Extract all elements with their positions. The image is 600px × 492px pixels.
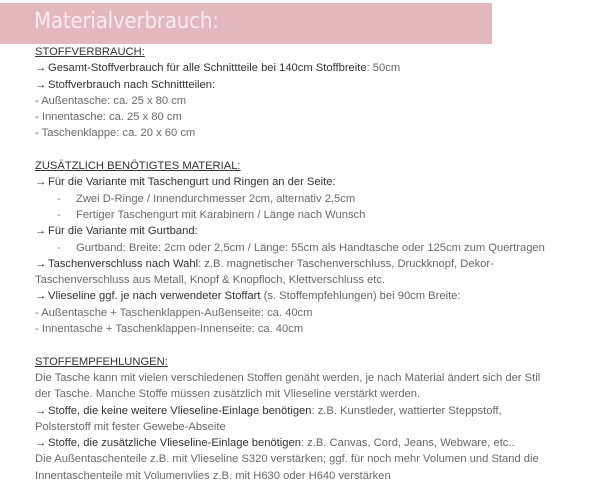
- page-title: Materialverbrauch:: [34, 9, 219, 34]
- arrow-right-icon: →: [35, 290, 47, 303]
- arrow-right-icon: →: [35, 404, 47, 417]
- document-body: [35, 44, 590, 484]
- with-interfacing-text: Innentaschenteile mit Volumenvlies z.B. mit H630 oder H640 verstärken: [35, 469, 391, 482]
- arrow-right-icon: →: [35, 78, 47, 91]
- list-item-ring: [35, 207, 590, 223]
- no-interfacing-value: : z.B. Kunstleder, wattierter Steppstoff,: [311, 404, 502, 417]
- arrow-right-icon: →: [35, 225, 47, 238]
- closure-line: [35, 256, 590, 272]
- variant-rings-label: Für die Variante mit Taschengurt und Ringen an der Seite:: [48, 176, 336, 189]
- spacer: [35, 337, 590, 353]
- total-fabric-label: Gesamt-Stoffverbrauch für alle Schnittteile bei 140cm Stoffbreite: [48, 62, 367, 75]
- no-interfacing-line: [35, 403, 590, 419]
- intro-text: Die Tasche kann mit vielen verschiedenen Stoffen genäht werden, je nach Material ändert sich der Stil: [35, 371, 541, 384]
- with-interfacing-value: : z.B. Canvas, Cord, Jeans, Webware, etc..: [300, 437, 515, 450]
- list-item-interfacing: - Innentasche + Taschenklappen-Innenseite: ca. 40cm: [35, 323, 304, 336]
- variant-strap-line: [35, 223, 590, 239]
- fabric-by-piece-label: Stoffverbrauch nach Schnittteilen:: [48, 78, 216, 91]
- total-fabric-value: : 50cm: [366, 62, 401, 75]
- section-heading-stoffverbrauch: STOFFVERBRAUCH:: [35, 46, 145, 58]
- with-interfacing-text: Die Außentaschenteile z.B. mit Vlieseline S320 verstärken; ggf. für noch mehr Volumen und Stand die: [35, 453, 539, 466]
- dash-bullet-icon: -: [57, 192, 61, 205]
- closure-label: Taschenverschluss nach Wahl: [48, 257, 199, 270]
- title-banner: [0, 3, 492, 44]
- dash-bullet-icon: -: [57, 241, 61, 254]
- list-item-piece: - Taschenklappe: ca. 20 x 60 cm: [35, 127, 196, 140]
- list-item-text: Gurtband: Breite: 2cm oder 2,5cm / Länge: 55cm als Handtasche oder 125cm zum Quertragen: [76, 241, 545, 254]
- section-heading-material: ZUSÄTZLICH BENÖTIGTES MATERIAL:: [35, 160, 241, 173]
- variant-strap-label: Für die Variante mit Gurtband:: [48, 225, 198, 238]
- total-fabric-line: [35, 60, 590, 76]
- list-item-piece: - Innentasche: ca. 25 x 80 cm: [35, 111, 182, 124]
- with-interfacing-line: [35, 435, 590, 451]
- arrow-right-icon: →: [35, 257, 47, 270]
- closure-value-continued: Taschenverschluss aus Metall, Knopf & Knopfloch, Klettverschluss etc.: [35, 274, 386, 287]
- list-item-strap: [35, 240, 590, 256]
- list-item-ring: [35, 191, 590, 207]
- variant-rings-line: [35, 174, 590, 190]
- no-interfacing-label: Stoffe, die keine weitere Vlieseline-Einlage benötigen: [48, 404, 312, 417]
- arrow-right-icon: →: [35, 176, 47, 189]
- with-interfacing-label: Stoffe, die zusätzliche Vlieseline-Einlage benötigen: [48, 437, 301, 450]
- spacer: [35, 142, 590, 158]
- section-heading-empfehlungen: STOFFEMPFEHLUNGEN:: [35, 355, 168, 368]
- list-item-text: Fertiger Taschengurt mit Karabinern / Länge nach Wunsch: [76, 208, 366, 221]
- fabric-by-piece-line: [35, 77, 590, 93]
- no-interfacing-value-continued: Polsterstoff mit fester Gewebe-Abseite: [35, 420, 226, 433]
- interfacing-label: Vlieseline ggf. je nach verwendeter Stoffart: [48, 290, 261, 303]
- list-item-interfacing: - Außentasche + Taschenklappen-Außenseite: ca. 40cm: [35, 306, 313, 319]
- dash-bullet-icon: -: [57, 208, 61, 221]
- interfacing-value: (s. Stoffempfehlungen) bei 90cm Breite:: [260, 290, 461, 303]
- closure-value: : z.B. magnetischer Taschenverschluss, Druckknopf, Dekor-: [198, 257, 494, 270]
- arrow-right-icon: →: [35, 437, 47, 450]
- intro-text: der Tasche. Manche Stoffe müssen zusätzlich mit Vlieseline verstärkt werden.: [35, 388, 421, 401]
- list-item-text: Zwei D-Ringe / Innendurchmesser 2cm, alternativ 2,5cm: [76, 192, 356, 205]
- arrow-right-icon: →: [35, 62, 47, 75]
- interfacing-line: [35, 288, 590, 304]
- list-item-piece: - Außentasche: ca. 25 x 80 cm: [35, 94, 187, 107]
